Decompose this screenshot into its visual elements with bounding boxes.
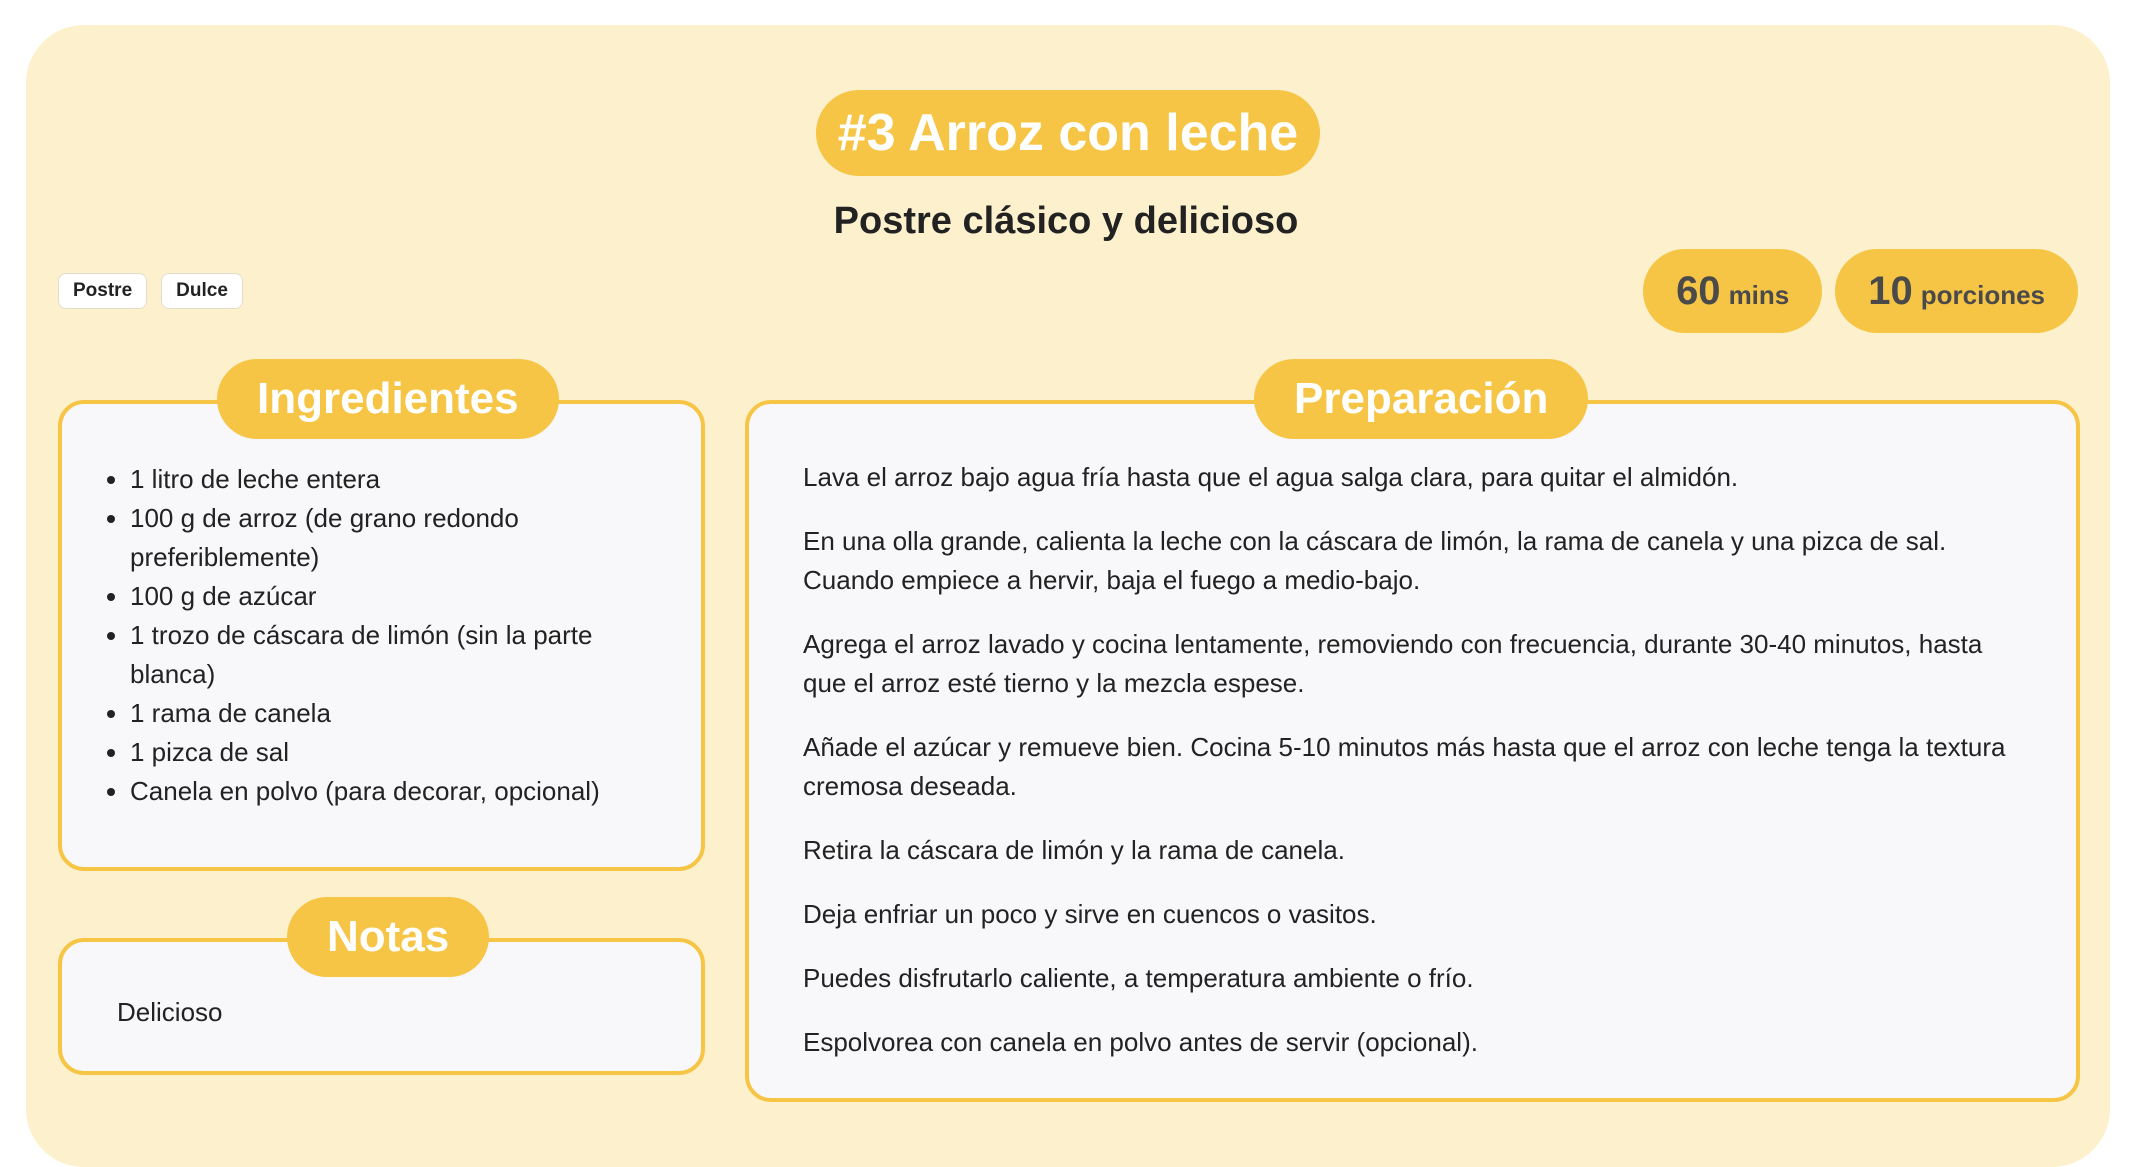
preparation-panel [745, 374, 2080, 1102]
preparation-step: Añade el azúcar y remueve bien. Cocina 5-10 minutos más hasta que el arroz con leche tenga la textura cremosa deseada. [803, 732, 2006, 801]
preparation-step: Lava el arroz bajo agua fría hasta que el agua salga clara, para quitar el almidón. [803, 462, 1739, 492]
notes-panel [58, 912, 705, 1075]
ingredient-item: • 100 g de arroz (de grano redondo preferiblemente) [130, 499, 661, 577]
preparation-step: Deja enfriar un poco y sirve en cuencos o vasitos. [803, 899, 1377, 929]
preparation-steps [749, 458, 2076, 1062]
servings-value: 10 [1868, 269, 1913, 313]
ingredient-item: • Canela en polvo (para decorar, opcional) [130, 772, 661, 811]
tag-postre[interactable]: Postre [58, 273, 147, 309]
preparation-step: En una olla grande, calienta la leche con la cáscara de limón, la rama de canela y una pizca de sal. Cuando empiece a hervir, baja el fuego a medio-bajo. [803, 526, 1947, 595]
preparation-step: Puedes disfrutarlo caliente, a temperatura ambiente o frío. [803, 963, 1474, 993]
time-value: 60 [1676, 269, 1721, 313]
servings-badge [1835, 249, 2078, 333]
recipe-subtitle: Postre clásico y delicioso [833, 200, 1299, 242]
recipe-title: #3 Arroz con leche [816, 90, 1320, 176]
servings-unit: porciones [1920, 280, 2045, 310]
ingredient-item: • 1 trozo de cáscara de limón (sin la parte blanca) [130, 616, 661, 694]
preparation-step: Espolvorea con canela en polvo antes de servir (opcional). [803, 1027, 1478, 1057]
ingredient-item: • 1 pizca de sal [130, 733, 661, 772]
ingredients-list [62, 460, 701, 811]
time-badge [1643, 249, 1822, 333]
notes-heading: Notas [287, 897, 489, 977]
preparation-heading: Preparación [1254, 359, 1588, 439]
ingredient-item: • 1 rama de canela [130, 694, 661, 733]
ingredients-panel [58, 374, 705, 871]
preparation-step: Agrega el arroz lavado y cocina lentamente, removiendo con frecuencia, durante 30-40 minutos, hasta que el arroz esté tierno y la mezcla espese. [803, 629, 1983, 698]
ingredient-item: • 1 litro de leche entera [130, 460, 661, 499]
ingredients-heading: Ingredientes [217, 359, 559, 439]
recipe-meta [1643, 249, 2078, 333]
time-unit: mins [1728, 280, 1790, 310]
tag-list [58, 273, 243, 309]
notes-text: Delicioso [117, 997, 223, 1027]
preparation-step: Retira la cáscara de limón y la rama de canela. [803, 835, 1345, 865]
ingredient-item: • 100 g de azúcar [130, 577, 661, 616]
tag-dulce[interactable]: Dulce [161, 273, 243, 309]
